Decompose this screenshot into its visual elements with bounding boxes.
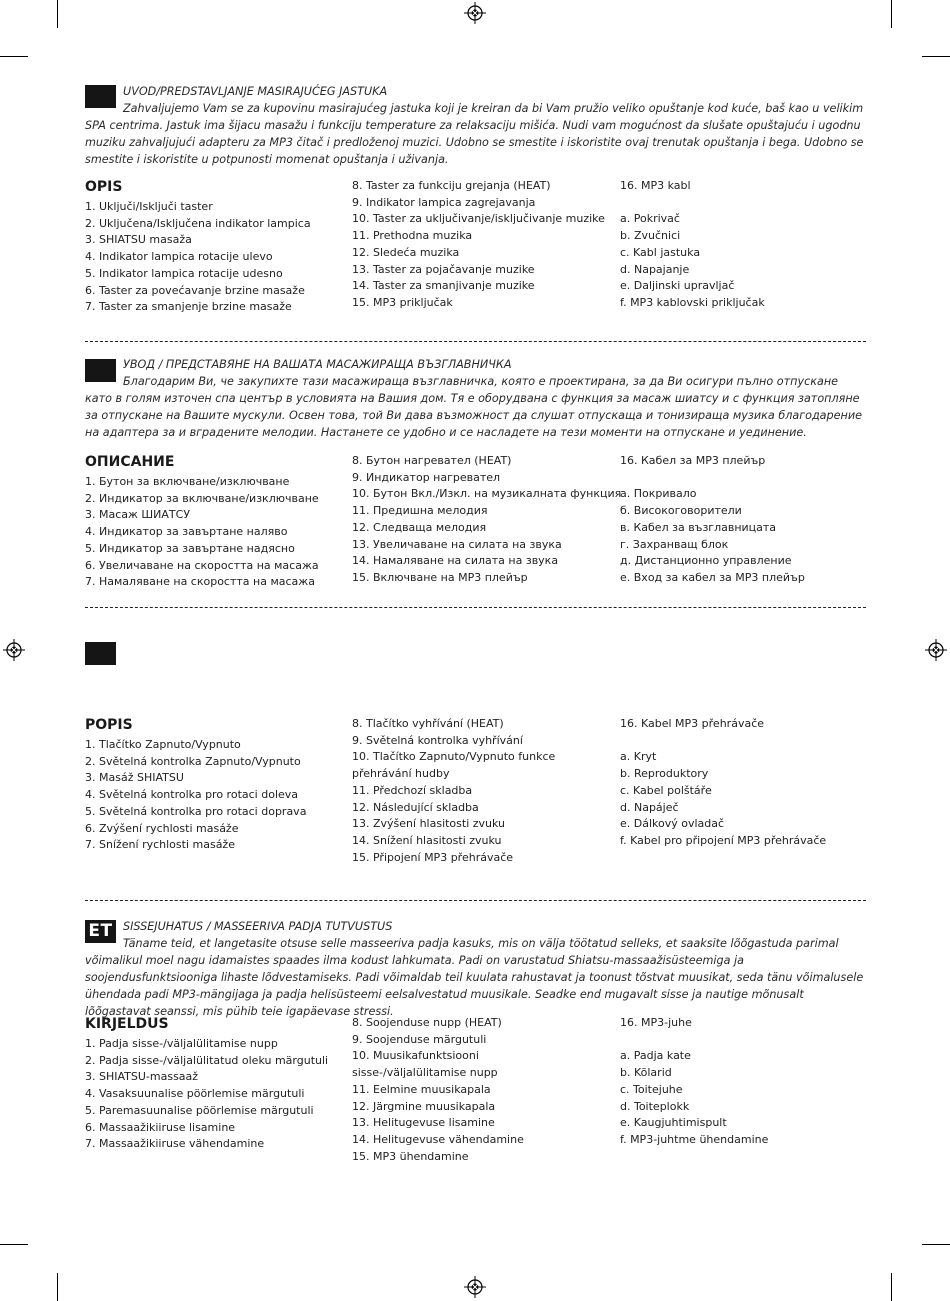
list-item: 5. Světelná kontrolka pro rotaci doprava — [85, 804, 307, 818]
list-item: г. Захранващ блок — [620, 537, 729, 551]
list-item: c. Kabl jastuka — [620, 245, 701, 259]
list-item: 12. Následující skladba — [352, 800, 479, 814]
list-item: d. Napáječ — [620, 800, 679, 814]
list-item: a. Kryt — [620, 750, 657, 764]
language-badge: ET — [85, 920, 116, 943]
list-item: 14. Намаляване на силата на звука — [352, 554, 559, 568]
list-item: 7. Taster za smanjenje brzine masaže — [85, 300, 292, 314]
list-item: 11. Eelmine muusikapala — [352, 1082, 491, 1096]
list-item: d. Toiteplokk — [620, 1099, 690, 1113]
list-item: 8. Taster za funkciju grejanja (HEAT) — [352, 179, 551, 192]
list-item: 7. Snížení rychlosti masáže — [85, 838, 235, 852]
list-item: 16. MP3 kabl — [620, 179, 691, 192]
registration-mark-icon — [925, 639, 947, 661]
list-item: 1. Бутон за включване/изключване — [85, 475, 290, 488]
list-item: 12. Следваща мелодия — [352, 520, 487, 534]
section-heading: ОПИСАНИЕ — [85, 454, 175, 470]
list-item: 5. Paremasuunalise pöörlemise märgutuli — [85, 1103, 314, 1117]
list-item: 2. Padja sisse-/väljalülitatud oleku märgutuli — [85, 1053, 329, 1067]
list-item: 16. Кабел за MP3 плейър — [620, 454, 766, 467]
description-list-col2 — [352, 178, 612, 312]
list-item: a. Pokrivač — [620, 212, 680, 226]
list-item: д. Дистанционно управление — [620, 554, 792, 568]
list-item: е. Вход за кабел за MP3 плейър — [620, 570, 805, 584]
intro-text — [85, 356, 865, 441]
list-item: в. Кабел за възглавницата — [620, 520, 777, 534]
list-item: 15. Připojení MP3 přehrávače — [352, 850, 514, 864]
list-item: 9. Indikator lampica zagrejavanja — [352, 195, 536, 209]
registration-mark-icon — [464, 1276, 486, 1298]
parts-list — [620, 178, 860, 312]
list-spacer — [620, 733, 860, 750]
list-item: 6. Taster za povećavanje brzine masaže — [85, 283, 305, 297]
crop-mark — [922, 56, 950, 57]
list-item: 1. Uključi/Isključi taster — [85, 200, 213, 213]
section-divider — [85, 900, 866, 901]
section-heading: OPIS — [85, 179, 123, 195]
list-spacer — [620, 470, 860, 487]
parts-list — [620, 716, 860, 850]
list-item: 6. Massaažikiiruse lisamine — [85, 1120, 236, 1134]
list-item: 9. Soojenduse märgutuli — [352, 1032, 487, 1046]
list-item: 14. Taster za smanjivanje muzike — [352, 279, 535, 293]
list-item: 8. Soojenduse nupp (HEAT) — [352, 1016, 502, 1029]
list-item: b. Reproduktory — [620, 767, 709, 781]
list-item: 7. Намаляване на скоростта на масажа — [85, 575, 315, 589]
list-item: 11. Предишна мелодия — [352, 504, 488, 518]
list-item: b. Zvučnici — [620, 229, 681, 243]
section-heading: POPIS — [85, 717, 133, 733]
crop-mark — [57, 1273, 58, 1301]
list-item: 11. Předchozí skladba — [352, 783, 473, 797]
list-item: e. Daljinski upravljač — [620, 279, 735, 293]
list-item: 3. Masáž SHIATSU — [85, 771, 184, 785]
list-item: 9. Světelná kontrolka vyhřívání — [352, 733, 523, 747]
list-item: f. MP3-juhtme ühendamine — [620, 1132, 769, 1146]
list-item: 1. Tlačítko Zapnuto/Vypnuto — [85, 738, 241, 751]
list-spacer — [620, 195, 860, 212]
intro-title: UVOD/PREDSTAVLJANJE MASIRAJUĆEG JASTUKA — [123, 85, 388, 98]
crop-mark — [0, 56, 28, 57]
list-item: 13. Taster za pojačavanje muzike — [352, 262, 535, 276]
list-item: 2. Индикатор за включване/изключване — [85, 491, 319, 505]
list-item: 9. Индикатор нагревател — [352, 470, 501, 484]
list-item: 16. MP3-juhe — [620, 1016, 692, 1029]
description-list-col1 — [85, 737, 347, 854]
list-item: 15. MP3 ühendamine — [352, 1149, 469, 1163]
list-item: 4. Vasaksuunalise pöörlemise märgutuli — [85, 1087, 305, 1101]
list-item: d. Napajanje — [620, 262, 690, 276]
language-badge — [85, 642, 116, 665]
intro-text — [85, 918, 865, 1020]
description-list-col1 — [85, 199, 345, 316]
list-item: 3. SHIATSU masaža — [85, 233, 192, 247]
crop-mark — [891, 1273, 892, 1301]
list-item: 5. Индикатор за завъртане надясно — [85, 541, 295, 555]
list-item: 15. Включване на MP3 плейър — [352, 570, 528, 584]
list-item: 2. Světelná kontrolka Zapnuto/Vypnuto — [85, 754, 301, 768]
list-item: 5. Indikator lampica rotacije udesno — [85, 266, 283, 280]
list-item: 6. Zvýšení rychlosti masáže — [85, 821, 239, 835]
list-item: 12. Järgmine muusikapala — [352, 1099, 496, 1113]
list-item: f. Kabel pro připojení MP3 přehrávače — [620, 833, 827, 847]
description-list-col2 — [352, 453, 622, 587]
intro-text — [85, 83, 865, 168]
section-heading: KIRJELDUS — [85, 1016, 169, 1032]
crop-mark — [891, 0, 892, 28]
list-item: 14. Helitugevuse vähendamine — [352, 1132, 524, 1146]
list-item: 3. SHIATSU-massaaž — [85, 1070, 199, 1084]
intro-title: SISSEJUHATUS / MASSEERIVA PADJA TUTVUSTUS — [123, 920, 393, 933]
registration-mark-icon — [3, 639, 25, 661]
list-item: c. Toitejuhe — [620, 1082, 683, 1096]
list-item: e. Dálkový ovladač — [620, 817, 725, 831]
list-item: 1. Padja sisse-/väljalülitamise nupp — [85, 1037, 278, 1050]
list-item: 16. Kabel MP3 přehrávače — [620, 717, 765, 730]
registration-mark-icon — [464, 2, 486, 24]
crop-mark — [57, 0, 58, 28]
parts-list — [620, 453, 860, 587]
list-spacer — [620, 1032, 860, 1049]
description-list-col2 — [352, 1015, 592, 1165]
list-item: b. Kõlarid — [620, 1066, 672, 1080]
list-item: e. Kaugjuhtimispult — [620, 1116, 727, 1130]
intro-body: Täname teid, et langetasite otsuse selle masseeriva padja kasuks, mis on välja töötatud selleks, et saaksite lõõgastuda parimal võimalikul moel nagu idamaistes spaades ilma kodust lahkumata. Padi on varustatud Shiatsu-massaažisüsteemiga ja soojendusfunktsiooniga lihaste lõdvestamiseks. Padi võimaldab teil kuulata rahustavat ja toonust tõstvat muusikat, seda tänu võimalusele ühendada padi MP3-mängijaga ja padja helisüsteemi eelsalvestatud muusikale. Seadke end mugavalt sisse ja nautige mõnusalt lõõgastavat seanssi, mis pühib teie igapäevase stressi. — [85, 937, 864, 1018]
intro-body: Zahvaljujemo Vam se za kupovinu masirajućeg jastuka koji je kreiran da bi Vam pružio veliko opuštanje kod kuće, baš kao u velikim SPA centrima. Jastuk ima šijacu masažu i funkciju temperature za relaksaciju mišića. Nudi vam mogućnost da slušate opuštajuću i ugodnu muziku zahvaljujući adapteru za MP3 čitač i predloženoj muzici. Udobno se smestite i iskoristite ovaj trenutak opuštanja i bega. Udobno se smestite i iskoristite u potpunosti momenat opuštanja i uživanja. — [85, 102, 864, 166]
list-item: б. Високоговорители — [620, 504, 742, 518]
list-item: 11. Prethodna muzika — [352, 229, 473, 243]
list-item: c. Kabel polštáře — [620, 783, 712, 797]
list-item: 13. Helitugevuse lisamine — [352, 1116, 495, 1130]
intro-body: Благодарим Ви, че закупихте тази масажираща възглавничка, която е проектирана, за да Ви осигури пълно отпускане като в голям източен спа център в условията на Вашия дом. Тя е оборудвана с функция за масаж шиатсу и с функция затопляне за отпускане на Вашите мускули. Освен това, той Ви дава възможност да слушат отпускаща и тонизираща музика благодарение на адаптера за и вградените мелодии. Настанете се удобно и се насладете на тези моменти на отпускане и уединение. — [85, 375, 862, 439]
crop-mark — [0, 1244, 28, 1245]
list-item: 10. Бутон Вкл./Изкл. на музикалната функция — [352, 487, 622, 501]
description-list-col1 — [85, 1036, 347, 1153]
list-item: 10. Muusikafunktsiooni sisse-/väljalülitamise nupp — [352, 1049, 498, 1080]
list-item: 13. Zvýšení hlasitosti zvuku — [352, 817, 506, 831]
list-item: 4. Světelná kontrolka pro rotaci doleva — [85, 788, 299, 802]
list-item: 10. Tlačítko Zapnuto/Vypnuto funkce přehrávání hudby — [352, 750, 556, 781]
list-item: а. Покривало — [620, 487, 697, 501]
list-item: 7. Massaažikiiruse vähendamine — [85, 1137, 265, 1151]
crop-mark — [922, 1244, 950, 1245]
list-item: 13. Увеличаване на силата на звука — [352, 537, 562, 551]
list-item: 15. MP3 priključak — [352, 295, 453, 309]
list-item: 10. Taster za uključivanje/isključivanje muzike — [352, 212, 605, 226]
list-item: f. MP3 kablovski priključak — [620, 295, 765, 309]
intro-title: УВОД / ПРЕДСТАВЯНЕ НА ВАШАТА МАСАЖИРАЩА ВЪЗГЛАВНИЧКА — [123, 358, 512, 371]
list-item: 4. Индикатор за завъртане наляво — [85, 525, 288, 539]
description-list-col1 — [85, 474, 347, 591]
list-item: a. Padja kate — [620, 1049, 691, 1063]
list-item: 12. Sledeća muzika — [352, 245, 460, 259]
list-item: 3. Масаж ШИАТСУ — [85, 508, 191, 522]
description-list-col2 — [352, 716, 590, 866]
parts-list — [620, 1015, 860, 1149]
list-item: 8. Бутон нагревател (HEAT) — [352, 454, 512, 467]
list-item: 8. Tlačítko vyhřívání (HEAT) — [352, 717, 504, 730]
section-divider — [85, 341, 866, 342]
list-item: 4. Indikator lampica rotacije ulevo — [85, 250, 273, 264]
list-item: 2. Uključena/Isključena indikator lampica — [85, 216, 311, 230]
section-divider — [85, 607, 866, 608]
list-item: 14. Snížení hlasitosti zvuku — [352, 833, 502, 847]
list-item: 6. Увеличаване на скоростта на масажа — [85, 558, 319, 572]
